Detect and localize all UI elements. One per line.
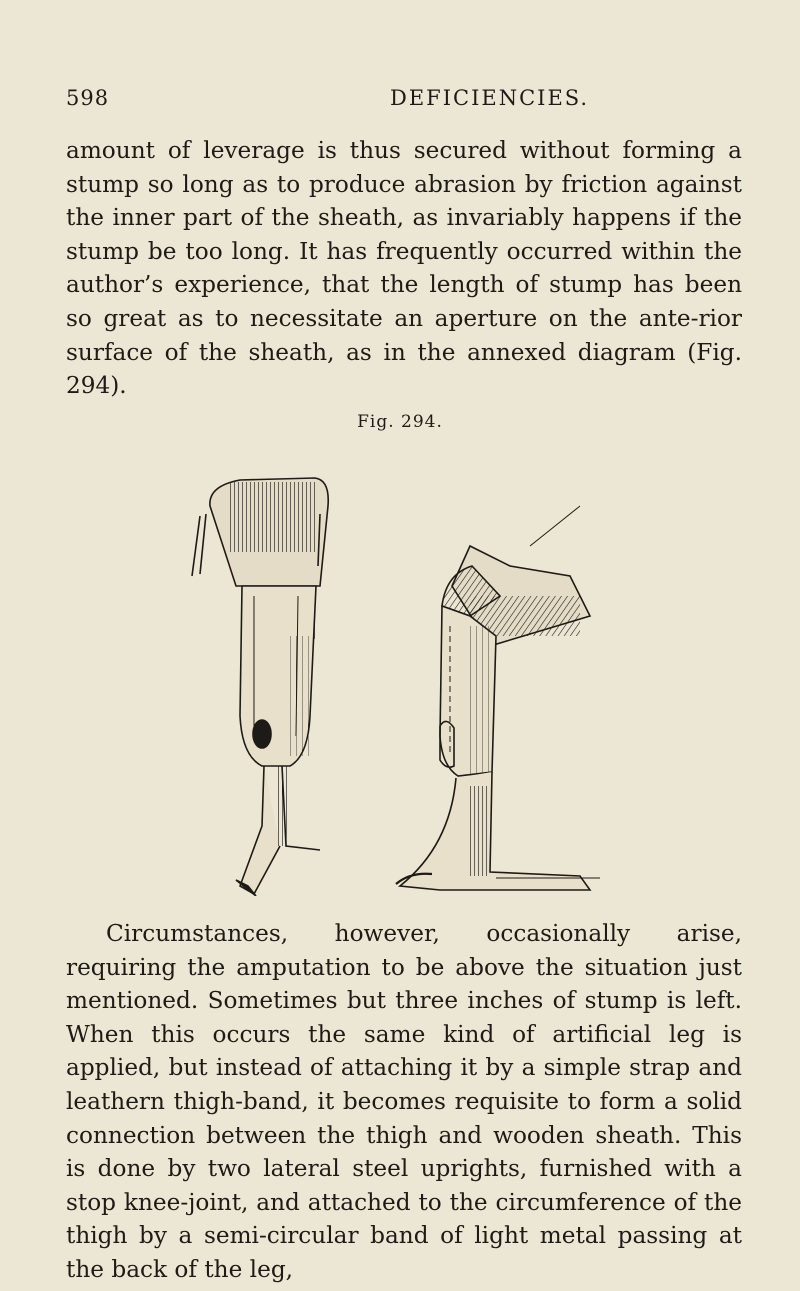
figure-caption: Fig. 294.	[357, 412, 443, 432]
artificial-leg-engraving	[170, 466, 630, 896]
paragraph-2: Circumstances, however, occasionally arise, requiring the amputation to be above the situation just mentioned. Sometimes but three inches of stump is left. When this occurs the same kind of artificial leg is applied, but instead of attaching it by a simple strap and leathern thigh-band, it becomes requisite to form a solid connection between the thigh and wooden sheath. This is done by two lateral steel uprights, furnished with a stop knee-joint, and attached to the circumference of the thigh by a semi-circular band of light metal passing at the back of the leg,	[66, 920, 742, 1283]
figure-294-illustration	[170, 466, 630, 896]
page-header	[66, 86, 742, 122]
leg-side-view	[396, 506, 600, 890]
leg-front-view	[192, 478, 328, 896]
running-title: DEFICIENCIES.	[390, 86, 590, 110]
paragraph-1: amount of leverage is thus secured without forming a stump so long as to produce abrasion by friction against the inner part of the sheath, as invariably happens if the stump be too long. It has frequently occurred within the author’s experience, that the length of stump has been so great as to necessitate an aperture on the ante-rior surface of the sheath, as in the annexed diagram (Fig. 294).	[66, 137, 742, 400]
page-number: 598	[66, 86, 110, 110]
